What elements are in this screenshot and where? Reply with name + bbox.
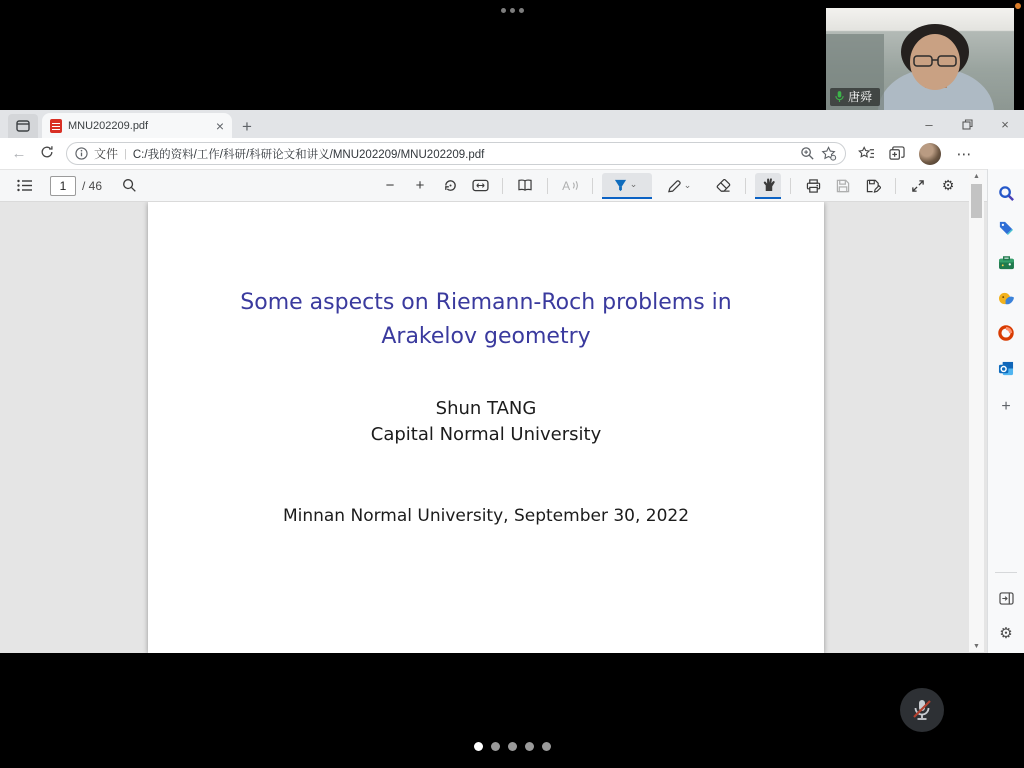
page-dot[interactable]: [508, 742, 517, 751]
address-file-label: 文件: [94, 147, 119, 161]
pdf-settings-gear-icon[interactable]: ⚙: [941, 177, 955, 193]
pdf-toolbar: [0, 169, 987, 202]
zoom-out-button[interactable]: −: [385, 177, 395, 194]
page-dot[interactable]: [542, 742, 551, 751]
slide-author: Shun TANG: [435, 398, 537, 419]
page-count-label: / 46: [82, 178, 103, 193]
scroll-down-arrow[interactable]: ▼: [973, 642, 980, 650]
navigation-bar: [0, 138, 1024, 169]
save-icon[interactable]: [830, 173, 856, 199]
zoom-in-button[interactable]: +: [415, 177, 425, 194]
info-icon[interactable]: [75, 147, 88, 160]
fullscreen-icon[interactable]: [905, 173, 931, 199]
page-dot[interactable]: [491, 742, 500, 751]
pdf-scrollbar[interactable]: [969, 170, 984, 652]
recording-indicator-dot: [1015, 3, 1021, 9]
sidebar-outlook-icon[interactable]: [996, 358, 1016, 378]
tab-bar: [0, 110, 1024, 138]
pen-icon: [667, 179, 682, 193]
sidebar-collapse-icon[interactable]: [996, 588, 1016, 608]
profile-avatar[interactable]: [919, 143, 941, 165]
close-window-button[interactable]: ×: [1001, 116, 1009, 132]
page-view-icon[interactable]: [512, 173, 538, 199]
sidebar-office-icon[interactable]: [996, 323, 1016, 343]
read-aloud-icon[interactable]: [557, 173, 583, 199]
pen-dropdown-chevron[interactable]: ⌄: [683, 180, 692, 190]
scroll-up-arrow[interactable]: ▲: [973, 172, 980, 180]
slide-author-block: [148, 396, 824, 448]
browser-action-icons: [858, 143, 973, 165]
slide-venue-date: Minnan Normal University, September 30, 2022: [282, 506, 690, 526]
webcam-video-tile[interactable]: [826, 8, 1014, 110]
sidebar-settings-gear-icon[interactable]: ⚙: [999, 625, 1013, 642]
participant-name-badge: [830, 88, 880, 106]
draw-tool-button[interactable]: [656, 173, 706, 199]
pdf-contents-icon[interactable]: [12, 173, 38, 199]
edge-sidebar: [987, 169, 1024, 653]
sidebar-shopping-icon[interactable]: [996, 218, 1016, 238]
meeting-menu-dots[interactable]: [501, 8, 524, 13]
add-favorite-icon[interactable]: [821, 146, 837, 161]
refresh-button[interactable]: [38, 145, 56, 163]
sidebar-tools-icon[interactable]: [996, 253, 1016, 273]
rotate-icon[interactable]: [437, 173, 463, 199]
sidebar-customize-button[interactable]: +: [1001, 398, 1011, 415]
page-number-input[interactable]: [50, 176, 76, 196]
pdf-file-icon: [50, 119, 62, 133]
browser-more-menu[interactable]: ⋯: [956, 145, 972, 163]
window-controls: [910, 110, 1024, 138]
back-button[interactable]: ←: [11, 145, 27, 162]
print-icon[interactable]: [800, 173, 826, 199]
new-tab-button[interactable]: +: [242, 117, 252, 136]
address-divider: |: [124, 147, 127, 160]
meeting-page-dots[interactable]: [0, 742, 1024, 751]
tab-title: MNU202209.pdf: [68, 119, 149, 132]
browser-tab-active[interactable]: [42, 113, 232, 138]
mic-on-icon: [835, 91, 844, 103]
erase-tool-button[interactable]: [710, 173, 736, 199]
hand-icon: [762, 177, 775, 192]
scrollbar-thumb[interactable]: [971, 184, 982, 218]
svg-text:A: A: [561, 179, 570, 192]
select-hand-tool-button[interactable]: [755, 173, 781, 199]
sidebar-games-icon[interactable]: [996, 288, 1016, 308]
highlight-tool-button[interactable]: [602, 173, 652, 199]
tab-actions-menu-button[interactable]: [8, 114, 38, 138]
page-dot-active[interactable]: [474, 742, 483, 751]
tab-close-button[interactable]: ×: [215, 117, 224, 134]
pdf-page: [148, 202, 824, 653]
save-as-icon[interactable]: [860, 173, 886, 199]
collections-icon[interactable]: [889, 146, 905, 161]
pdf-search-icon[interactable]: [116, 173, 142, 199]
slide-title: Some aspects on Riemann-Roch problems in Arakelov geometry: [240, 290, 732, 349]
eraser-icon: [716, 179, 731, 193]
address-url[interactable]: C:/我的资料/工作/科研/科研论文和讲义/MNU202209/MNU202209.pdf: [132, 148, 485, 161]
fit-to-width-icon[interactable]: [467, 173, 493, 199]
sidebar-search-icon[interactable]: [996, 183, 1016, 203]
slide-affiliation: Capital Normal University: [370, 424, 602, 445]
address-bar[interactable]: [66, 142, 846, 165]
zoom-page-icon[interactable]: [800, 146, 815, 161]
favorites-bar-icon[interactable]: [858, 146, 875, 161]
pdf-content-area[interactable]: [0, 202, 987, 653]
participant-name: 唐舜: [848, 90, 873, 104]
sidebar-divider: [995, 572, 1017, 573]
mic-muted-button[interactable]: [900, 688, 944, 732]
restore-button[interactable]: [948, 110, 986, 138]
minimize-button[interactable]: –: [925, 116, 933, 132]
highlighter-dropdown-chevron[interactable]: ⌄: [629, 179, 638, 189]
page-dot[interactable]: [525, 742, 534, 751]
mic-muted-icon: [911, 698, 933, 722]
highlighter-icon: [613, 178, 628, 192]
edge-browser-window: [0, 110, 1024, 653]
